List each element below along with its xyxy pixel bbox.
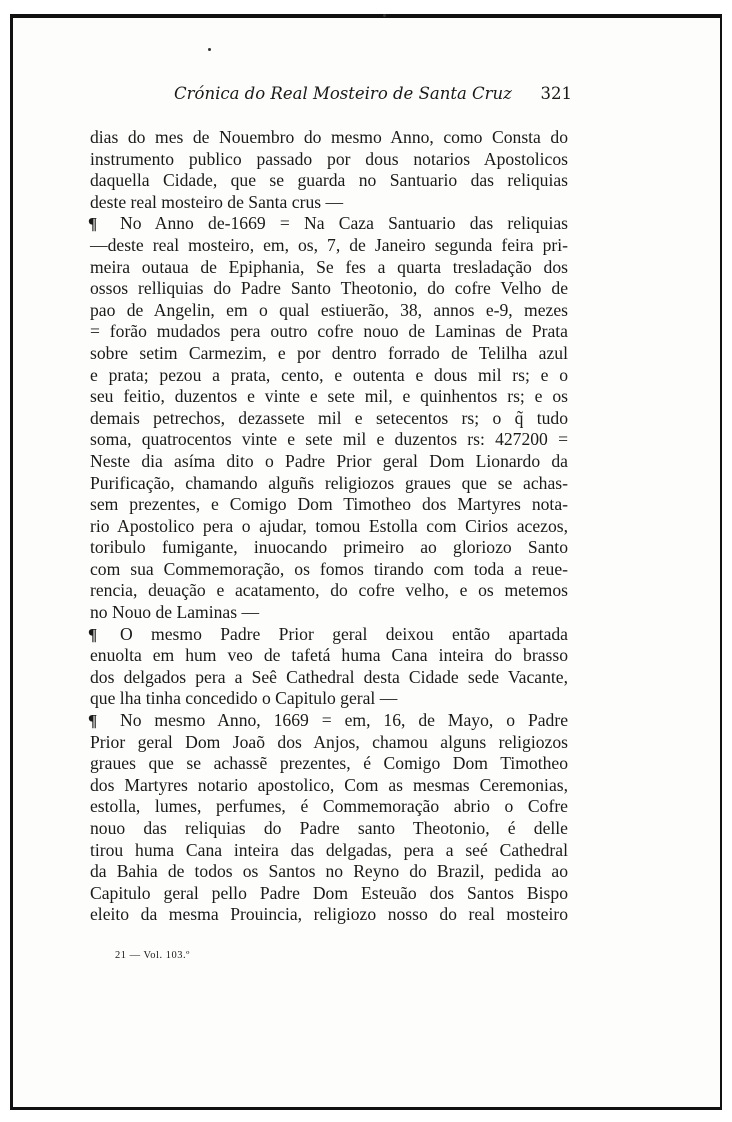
text-line: com sua Commemoração, os fomos tirando com toda a reue- bbox=[90, 558, 568, 579]
text-line: pao de Angelin, em o qual estiuerão, 38, annos e-9, mezes bbox=[90, 299, 568, 320]
text-line: meira outaua de Epiphania, Se fes a quarta tresladação dos bbox=[90, 256, 568, 277]
text-line: toribulo fumigante, inuocando primeiro ao gloriozo Santo bbox=[90, 537, 568, 558]
paragraph-mark-icon: ¶ bbox=[88, 214, 98, 234]
running-title: Crónica do Real Mosteiro de Santa Cruz bbox=[174, 84, 512, 103]
text-line: dos Martyres notario apostolico, Com as mesmas Ceremonias, bbox=[90, 774, 568, 795]
text-line: estolla, lumes, perfumes, é Commemoração abrio o Cofre bbox=[90, 796, 568, 817]
text-line: rio Apostolico pera o ajudar, tomou Estolla com Cirios acezos, bbox=[90, 515, 568, 536]
text-line: dos delgados pera a Seê Cathedral desta Cidade sede Vacante, bbox=[90, 666, 568, 687]
text-line: seu feitio, duzentos e vinte e sete mil, e quinhentos rs; e os bbox=[90, 386, 568, 407]
text-line: que lha tinha concedido o Capitulo geral — bbox=[90, 688, 398, 709]
text-line: sem prezentes, e Comigo Dom Timotheo dos Martyres nota- bbox=[90, 494, 568, 515]
text-line: sobre setim Carmezim, e por dentro forrado de Telilha azul bbox=[90, 342, 568, 363]
running-head bbox=[174, 84, 572, 108]
text-line: e prata; pezou a prata, cento, e outenta e dous mil rs; e o bbox=[90, 364, 568, 385]
text-line: ossos relliquias do Padre Santo Theotonio, do cofre Velho de bbox=[90, 278, 568, 299]
text-line: enuolta em hum veo de tafetá huma Cana inteira do brasso bbox=[90, 645, 568, 666]
text-line: eleito da mesma Prouincia, religiozo nosso do real mosteiro bbox=[90, 904, 568, 925]
scan-speck bbox=[208, 48, 211, 51]
paragraph-start bbox=[90, 624, 568, 646]
paragraph-start bbox=[90, 710, 568, 732]
signature-mark: 21 — Vol. 103.º bbox=[115, 950, 190, 961]
text-line: tirou huma Cana inteira das delgadas, pera a seé Cathedral bbox=[90, 839, 568, 860]
text-line: rencia, deuação e acatamento, do cofre velho, e os metemos bbox=[90, 580, 568, 601]
text-line: No Anno de-1669 = Na Caza Santuario das reliquias bbox=[120, 213, 568, 234]
text-line: no Nouo de Laminas — bbox=[90, 602, 260, 623]
text-line: Prior geral Dom Joaõ dos Anjos, chamou alguns religiozos bbox=[90, 731, 568, 752]
text-line: deste real mosteiro de Santa crus — bbox=[90, 191, 344, 212]
text-line: —deste real mosteiro, em, os, 7, de Janeiro segunda feira pri- bbox=[90, 234, 568, 255]
text-line: graues que se achassẽ prezentes, é Comigo Dom Timotheo bbox=[90, 753, 568, 774]
text-line: Capitulo geral pello Padre Dom Esteuão dos Santos Bispo bbox=[90, 882, 568, 903]
text-line: soma, quatrocentos vinte e sete mil e duzentos rs: 427200 = bbox=[90, 429, 568, 450]
text-line: demais petrechos, dezassete mil e setecentos rs; o q̃ tudo bbox=[90, 407, 568, 428]
text-line: Purificação, chamando alguñs religiozos graues que se achas- bbox=[90, 472, 568, 493]
text-line: Neste dia asíma dito o Padre Prior geral Dom Lionardo da bbox=[90, 450, 568, 471]
text-line: instrumento publico passado por dous notarios Apostolicos bbox=[90, 148, 568, 169]
text-line: daquella Cidade, que se guarda no Santuario das reliquias bbox=[90, 170, 568, 191]
scan-speck bbox=[383, 14, 386, 17]
text-line: No mesmo Anno, 1669 = em, 16, de Mayo, o Padre bbox=[120, 710, 568, 731]
text-line: nouo das reliquias do Padre santo Theotonio, é delle bbox=[90, 818, 568, 838]
paragraph-mark-icon: ¶ bbox=[88, 711, 98, 731]
text-line: da Bahia de todos os Santos no Reyno do Brazil, pedida ao bbox=[90, 861, 568, 882]
text-line: = forão mudados pera outro cofre nouo de Laminas de Prata bbox=[90, 321, 568, 342]
text-line: dias do mes de Nouembro do mesmo Anno, como Consta do bbox=[90, 127, 568, 147]
text-line: O mesmo Padre Prior geral deixou então apartada bbox=[120, 623, 568, 644]
paragraph-start bbox=[90, 213, 568, 235]
page-number: 321 bbox=[540, 84, 572, 103]
paragraph-mark-icon: ¶ bbox=[88, 624, 98, 644]
body-text bbox=[90, 127, 568, 926]
